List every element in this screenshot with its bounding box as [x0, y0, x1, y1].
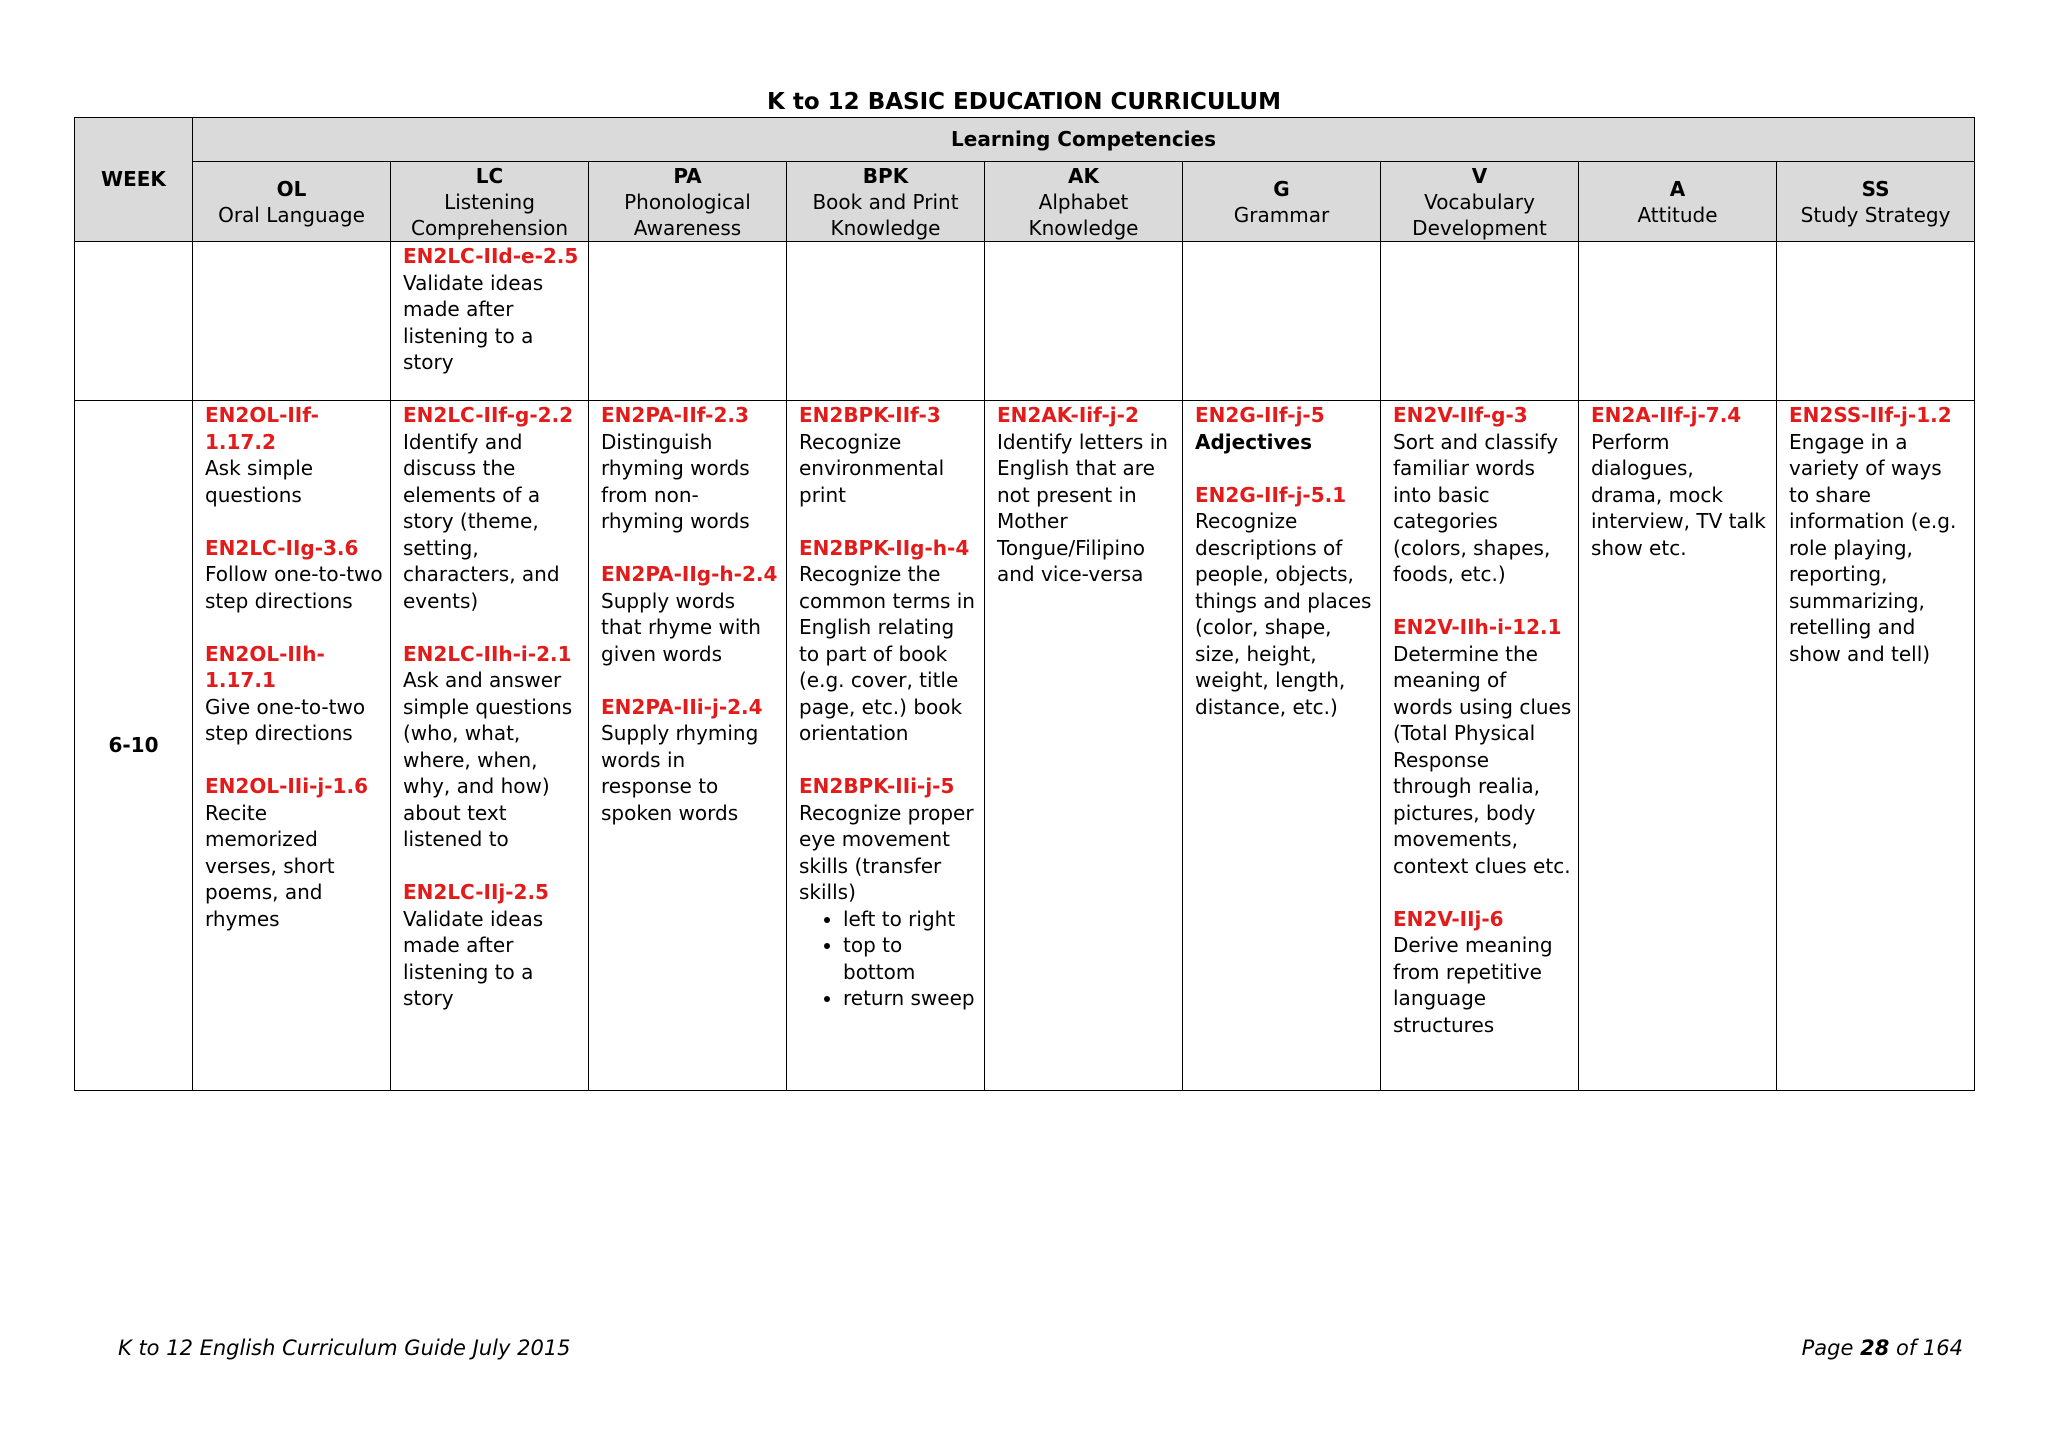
- competency-text: Derive meaning from repetitive language structures: [1393, 933, 1553, 1037]
- competency-code: EN2BPK-IIf-3: [799, 403, 941, 427]
- competency-code: EN2AK-Iif-j-2: [997, 403, 1139, 427]
- cell-g-continued: [1183, 242, 1381, 401]
- cell-ol: [193, 401, 391, 1091]
- week-header: WEEK: [75, 118, 193, 242]
- cell-bpk: [787, 401, 985, 1091]
- list-item: • top to bottom: [843, 932, 978, 985]
- competency-code: EN2LC-IIh-i-2.1: [403, 641, 572, 666]
- competency-text: Recognize descriptions of people, objects, things and places (color, shape, size, height, weight, length, distance, etc.): [1195, 509, 1372, 719]
- column-header-bpk: BPK Book and Print Knowledge: [787, 162, 985, 242]
- cell-ol-continued: [193, 242, 391, 401]
- document-title: K to 12 BASIC EDUCATION CURRICULUM: [767, 89, 1281, 115]
- cell-ak-continued: [985, 242, 1183, 401]
- cell-lc-continued: [391, 242, 589, 401]
- list-item: • left to right: [843, 906, 978, 933]
- competency-text: Identify and discuss the elements of a story (theme, setting, characters, and events): [403, 429, 560, 613]
- column-header-lc: LC Listening Comprehension: [391, 162, 589, 242]
- eye-movement-list: [799, 906, 978, 1012]
- cell-ss: [1777, 401, 1975, 1091]
- competency-code: EN2G-IIf-j-5.1: [1195, 482, 1347, 507]
- week-cell: 6-10: [75, 401, 193, 1091]
- competency-code: EN2V-IIj-6: [1393, 906, 1504, 931]
- competency-text: Ask simple questions: [205, 456, 314, 507]
- competency-code: EN2V-IIf-g-3: [1393, 403, 1528, 427]
- learning-competencies-header: Learning Competencies: [193, 118, 1975, 162]
- column-header-pa: PA Phonological Awareness: [589, 162, 787, 242]
- competency-code: EN2PA-IIi-j-2.4: [601, 694, 763, 719]
- competency-text: Follow one-to-two step directions: [205, 562, 383, 613]
- cell-pa: [589, 401, 787, 1091]
- list-item: • return sweep: [843, 985, 978, 1012]
- competency-code: EN2SS-IIf-j-1.2: [1789, 403, 1952, 427]
- competency-text: Validate ideas made after listening to a story: [403, 906, 544, 1010]
- cell-ss-continued: [1777, 242, 1975, 401]
- competency-text: Sort and classify familiar words into basic categories (colors, shapes, foods, etc.): [1393, 429, 1559, 586]
- column-header-a: A Attitude: [1579, 162, 1777, 242]
- competency-text: Supply words that rhyme with given words: [601, 588, 761, 666]
- competency-code: EN2OL-IIi-j-1.6: [205, 774, 368, 798]
- competency-text: Ask and answer simple questions (who, what, where, when, why, and how) about text listened to: [403, 668, 573, 851]
- competency-code: EN2LC-IIf-g-2.2: [403, 403, 574, 427]
- cell-ak: [985, 401, 1183, 1091]
- competency-text: Recognize the common terms in English relating to part of book (e.g. cover, title page, etc.) book orientation: [799, 562, 975, 745]
- cell-v: [1381, 401, 1579, 1091]
- competency-code: EN2V-IIh-i-12.1: [1393, 615, 1562, 639]
- competency-text: Recognize environmental print: [799, 429, 945, 507]
- competency-code: EN2LC-IIg-3.6: [205, 535, 359, 560]
- competency-heading: Adjectives: [1195, 429, 1312, 454]
- cell-pa-continued: [589, 242, 787, 401]
- competency-code: EN2OL-IIf-1.17.2: [205, 403, 319, 454]
- column-header-ol: OL Oral Language: [193, 162, 391, 242]
- competency-code: EN2BPK-IIg-h-4: [799, 535, 970, 560]
- cell-bpk-continued: [787, 242, 985, 401]
- cell-a-continued: [1579, 242, 1777, 401]
- competency-text: Determine the meaning of words using clues (Total Physical Response through realia, pictures, body movements, context clues etc.: [1393, 641, 1572, 878]
- competency-code: EN2G-IIf-j-5: [1195, 403, 1325, 427]
- competency-text: Recognize proper eye movement skills (transfer skills): [799, 800, 974, 904]
- competency-text: Identify letters in English that are not present in Mother Tongue/Filipino and vice-versa: [997, 429, 1168, 586]
- competency-text: Give one-to-two step directions: [205, 694, 366, 745]
- curriculum-table: [74, 117, 1975, 1091]
- competency-text: Supply rhyming words in response to spoken words: [601, 721, 759, 825]
- footer-guide-title: K to 12 English Curriculum Guide July 2015: [118, 1336, 571, 1360]
- column-header-v: V Vocabulary Development: [1381, 162, 1579, 242]
- competency-text: Distinguish rhyming words from non-rhyming words: [601, 429, 750, 533]
- cell-lc: [391, 401, 589, 1091]
- competency-code: EN2PA-IIf-2.3: [601, 403, 749, 427]
- cell-a: [1579, 401, 1777, 1091]
- column-header-ak: AK Alphabet Knowledge: [985, 162, 1183, 242]
- week-cell-continued: [75, 242, 193, 401]
- competency-code: EN2PA-IIg-h-2.4: [601, 562, 778, 586]
- competency-code: EN2BPK-IIi-j-5: [799, 774, 955, 798]
- cell-g: [1183, 401, 1381, 1091]
- competency-text: Perform dialogues, drama, mock interview, TV talk show etc.: [1591, 429, 1766, 560]
- cell-v-continued: [1381, 242, 1579, 401]
- competency-code: EN2A-IIf-j-7.4: [1591, 403, 1742, 427]
- column-header-g: G Grammar: [1183, 162, 1381, 242]
- footer-page-number: Page 28 of 164: [1801, 1336, 1963, 1360]
- competency-code: EN2LC-IIj-2.5: [403, 880, 549, 904]
- competency-text: Recite memorized verses, short poems, and rhymes: [205, 800, 335, 931]
- competency-code: EN2LC-IId-e-2.5: [403, 244, 579, 268]
- competency-code: EN2OL-IIh-1.17.1: [205, 641, 325, 692]
- competency-text: Validate ideas made after listening to a story: [403, 270, 544, 374]
- competency-text: Engage in a variety of ways to share information (e.g. role playing, reporting, summarizing, retelling and show and tell): [1789, 429, 1957, 666]
- column-header-ss: SS Study Strategy: [1777, 162, 1975, 242]
